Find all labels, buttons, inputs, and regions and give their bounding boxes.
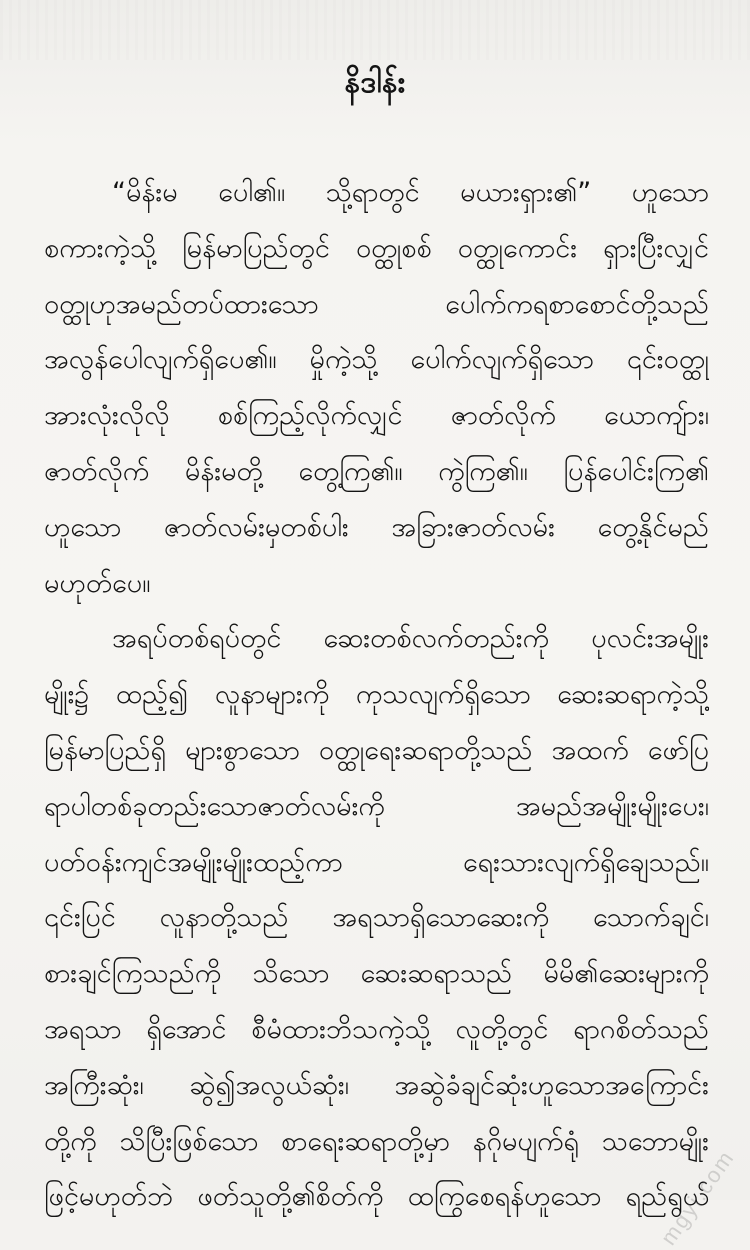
text-line: အရသာ ရှိအောင် စီမံထားဘိသကဲ့သို့ လူတို့တွင် ရာဂစိတ်သည် [44, 1013, 709, 1045]
text-line: မျိုး၌ ထည့်၍ လူနာများကို ကုသလျက်ရှိသော ဆေးဆရာကဲ့သို့ [44, 679, 709, 711]
body-text [44, 165, 709, 1225]
text-line: ၎င်းပြင် လူနာတို့သည် အရသာရှိသောဆေးကို သောက်ချင်၊ [44, 902, 709, 934]
text-line: အလွန်ပေါလျက်ရှိပေ၏။ မှိုကဲ့သို့ ပေါက်လျက်ရှိသော ၎င်းဝတ္ထု [44, 344, 709, 376]
text-line: အကြီးဆုံး၊ ဆွဲ၍အလွယ်ဆုံး၊ အဆွဲခံချင်ဆုံးဟူသောအကြောင်း [44, 1069, 709, 1101]
text-line: “မိန်းမ ပေါ၏။ သို့ရာတွင် မယားရှား၏” ဟူသော [112, 177, 709, 208]
text-line: စကားကဲ့သို့ မြန်မာပြည်တွင် ဝတ္ထုစစ် ဝတ္ထုကောင်း ရှားပြီးလျှင် [44, 232, 709, 264]
text-line: ဟူသော ဇာတ်လမ်းမှတစ်ပါး အခြားဇာတ်လမ်း တွေ့နိုင်မည် [44, 511, 709, 543]
show-through-text [0, 0, 750, 60]
page-title: နိဒါန်း [344, 65, 406, 100]
text-line: စားချင်ကြသည်ကို သိသော ဆေးဆရာသည် မိမိ၏ဆေးများကို [44, 958, 709, 990]
text-line: ဇာတ်လိုက် မိန်းမတို့ တွေ့ကြ၏။ ကွဲကြ၏။ ပြန်ပေါင်းကြ၏ [44, 455, 709, 487]
text-line: အားလုံးလိုလို စစ်ကြည့်လိုက်လျှင် ဇာတ်လိုက် ယောကျ်ား၊ [44, 400, 709, 432]
text-line: တို့ကို သိပြီးဖြစ်သော စာရေးဆရာတို့မှာ နဂိုမပျက်ရုံ သဘောမျိုး [44, 1125, 709, 1157]
text-line: ရာပါတစ်ခုတည်းသောဇာတ်လမ်းကို အမည်အမျိုးမျိုးပေး၊ [44, 790, 709, 822]
text-line: ဖြင့်မဟုတ်ဘဲ ဖတ်သူတို့၏စိတ်ကို ထကြွစေရန်ဟူသော ရည်ရွယ် [44, 1181, 709, 1213]
text-line: အရပ်တစ်ရပ်တွင် ဆေးတစ်လက်တည်းကို ပုလင်းအမျိုး [112, 623, 709, 655]
text-line: မဟုတ်ပေ။ [44, 567, 151, 599]
text-line: ဝတ္ထုဟုအမည်တပ်ထားသော ပေါက်ကရစာစောင်တို့သည် [44, 288, 709, 320]
text-line: ပတ်ဝန်းကျင်အမျိုးမျိုးထည့်ကာ ရေးသားလျက်ရှိချေသည်။ [44, 846, 709, 878]
watermark: mgyi.com [655, 1145, 740, 1250]
text-line: မြန်မာပြည်ရှိ များစွာသော ဝတ္ထုရေးဆရာတို့သည် အထက် ဖော်ပြ [44, 734, 709, 766]
